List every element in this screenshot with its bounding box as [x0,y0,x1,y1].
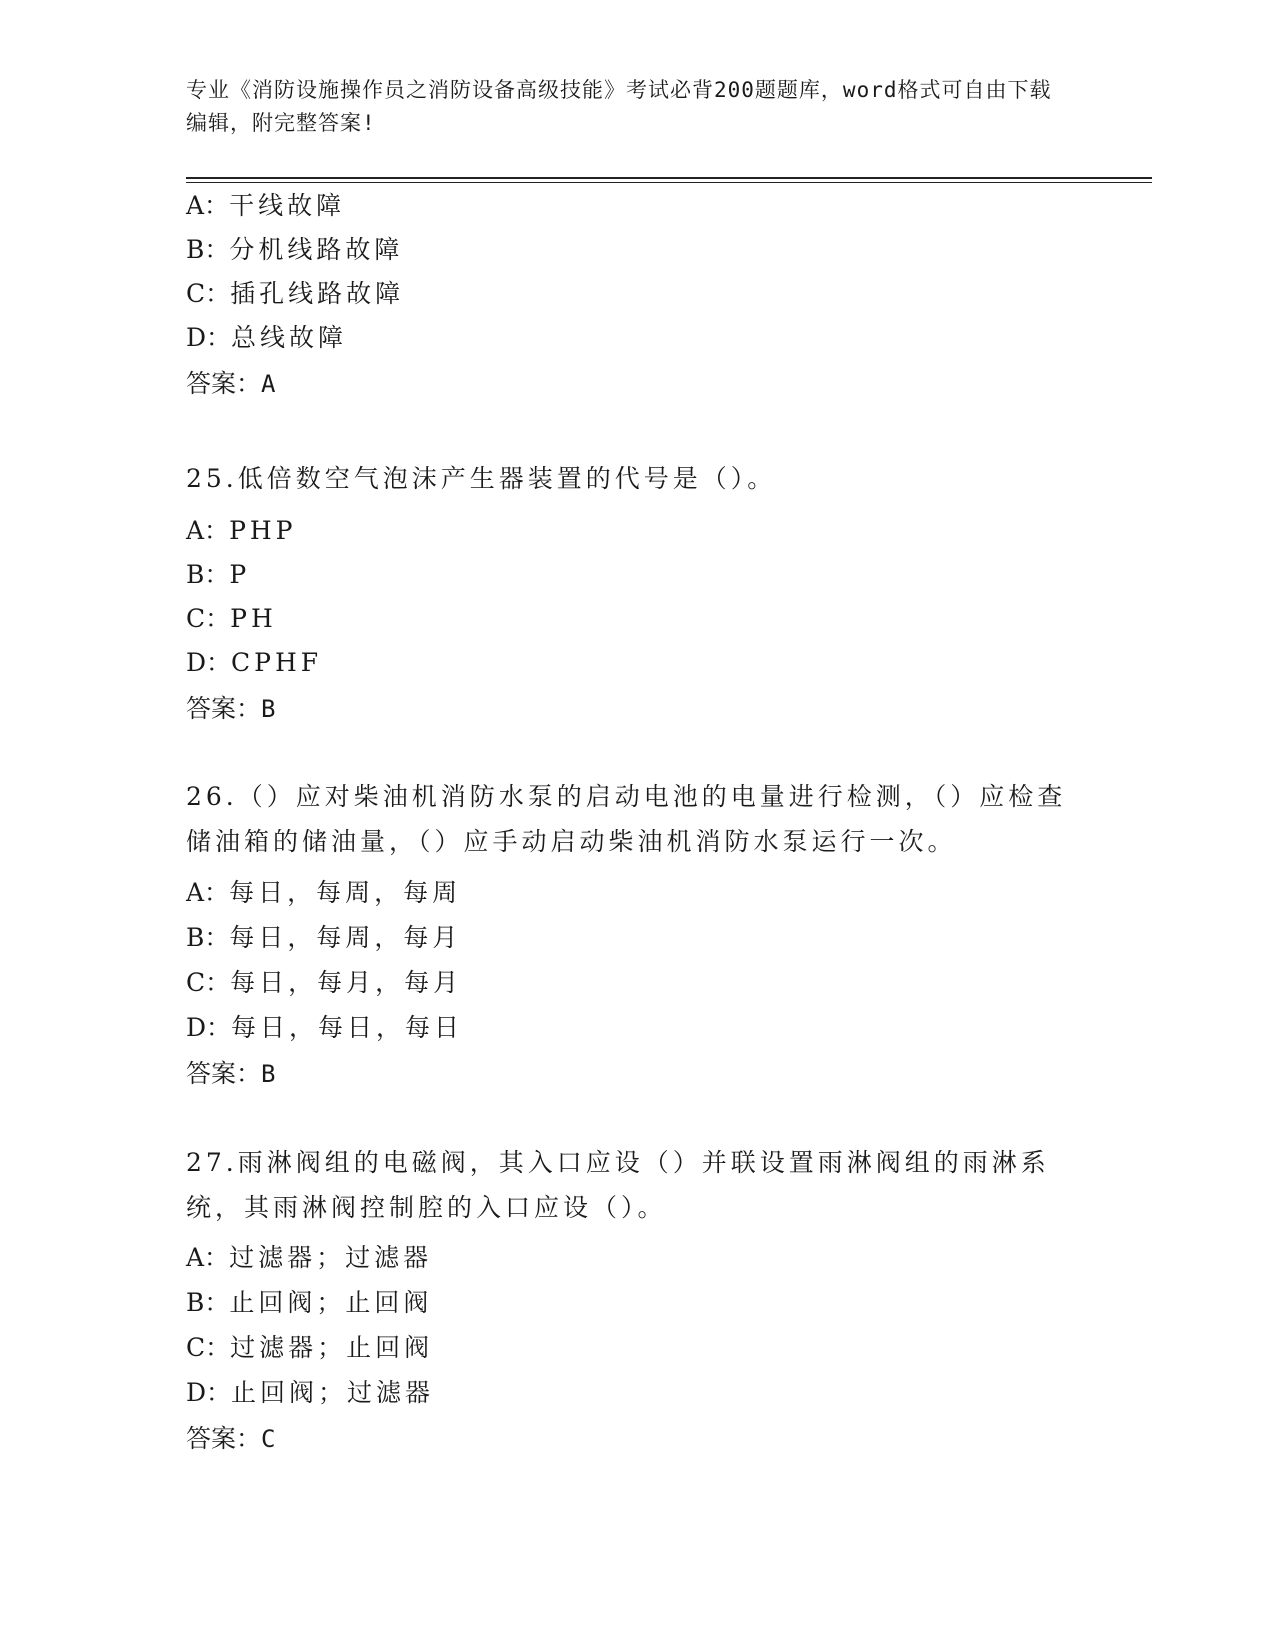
q26-option-d: D：每日，每日，每日 [186,1013,464,1042]
q26-answer: 答案：B [186,1059,276,1088]
q25-option-b: B：P [186,560,251,589]
q26-option-c: C：每日，每月，每月 [186,968,463,997]
q27-option-a: A：过滤器；过滤器 [186,1243,433,1272]
q25-option-a: A：PHP [186,516,297,545]
q24-option-a: A：干线故障 [186,191,346,220]
q27-option-b: B：止回阀；止回阀 [186,1288,433,1317]
q26-option-b: B：每日，每周，每月 [186,923,462,952]
q25-option-d: D：CPHF [186,648,323,677]
q24-option-b: B：分机线路故障 [186,235,404,264]
q24-option-c: C：插孔线路故障 [186,279,405,308]
q27-option-c: C：过滤器；止回阀 [186,1333,434,1362]
q25-answer: 答案：B [186,694,276,723]
q25-option-c: C：PH [186,604,277,633]
q27-option-d: D：止回阀；过滤器 [186,1378,435,1407]
header-divider-thin [186,182,1152,183]
q24-answer: 答案：A [186,369,276,398]
document-header: 专业《消防设施操作员之消防设备高级技能》考试必背200题题库，word格式可自由下载编辑，附完整答案! [186,78,1052,135]
q27-question: 27.雨淋阀组的电磁阀，其入口应设（）并联设置雨淋阀组的雨淋系统，其雨淋阀控制腔的入口应设（）。 [186,1148,1050,1222]
q25-question: 25.低倍数空气泡沫产生器装置的代号是（）。 [186,464,777,493]
q26-option-a: A：每日，每周，每周 [186,878,462,907]
q24-option-d: D：总线故障 [186,323,348,352]
header-divider-thick [186,177,1152,179]
q26-question: 26.（）应对柴油机消防水泵的启动电池的电量进行检测，（）应检查储油箱的储油量，（）应手动启动柴油机消防水泵运行一次。 [186,782,1067,856]
q27-answer: 答案：C [186,1424,276,1453]
